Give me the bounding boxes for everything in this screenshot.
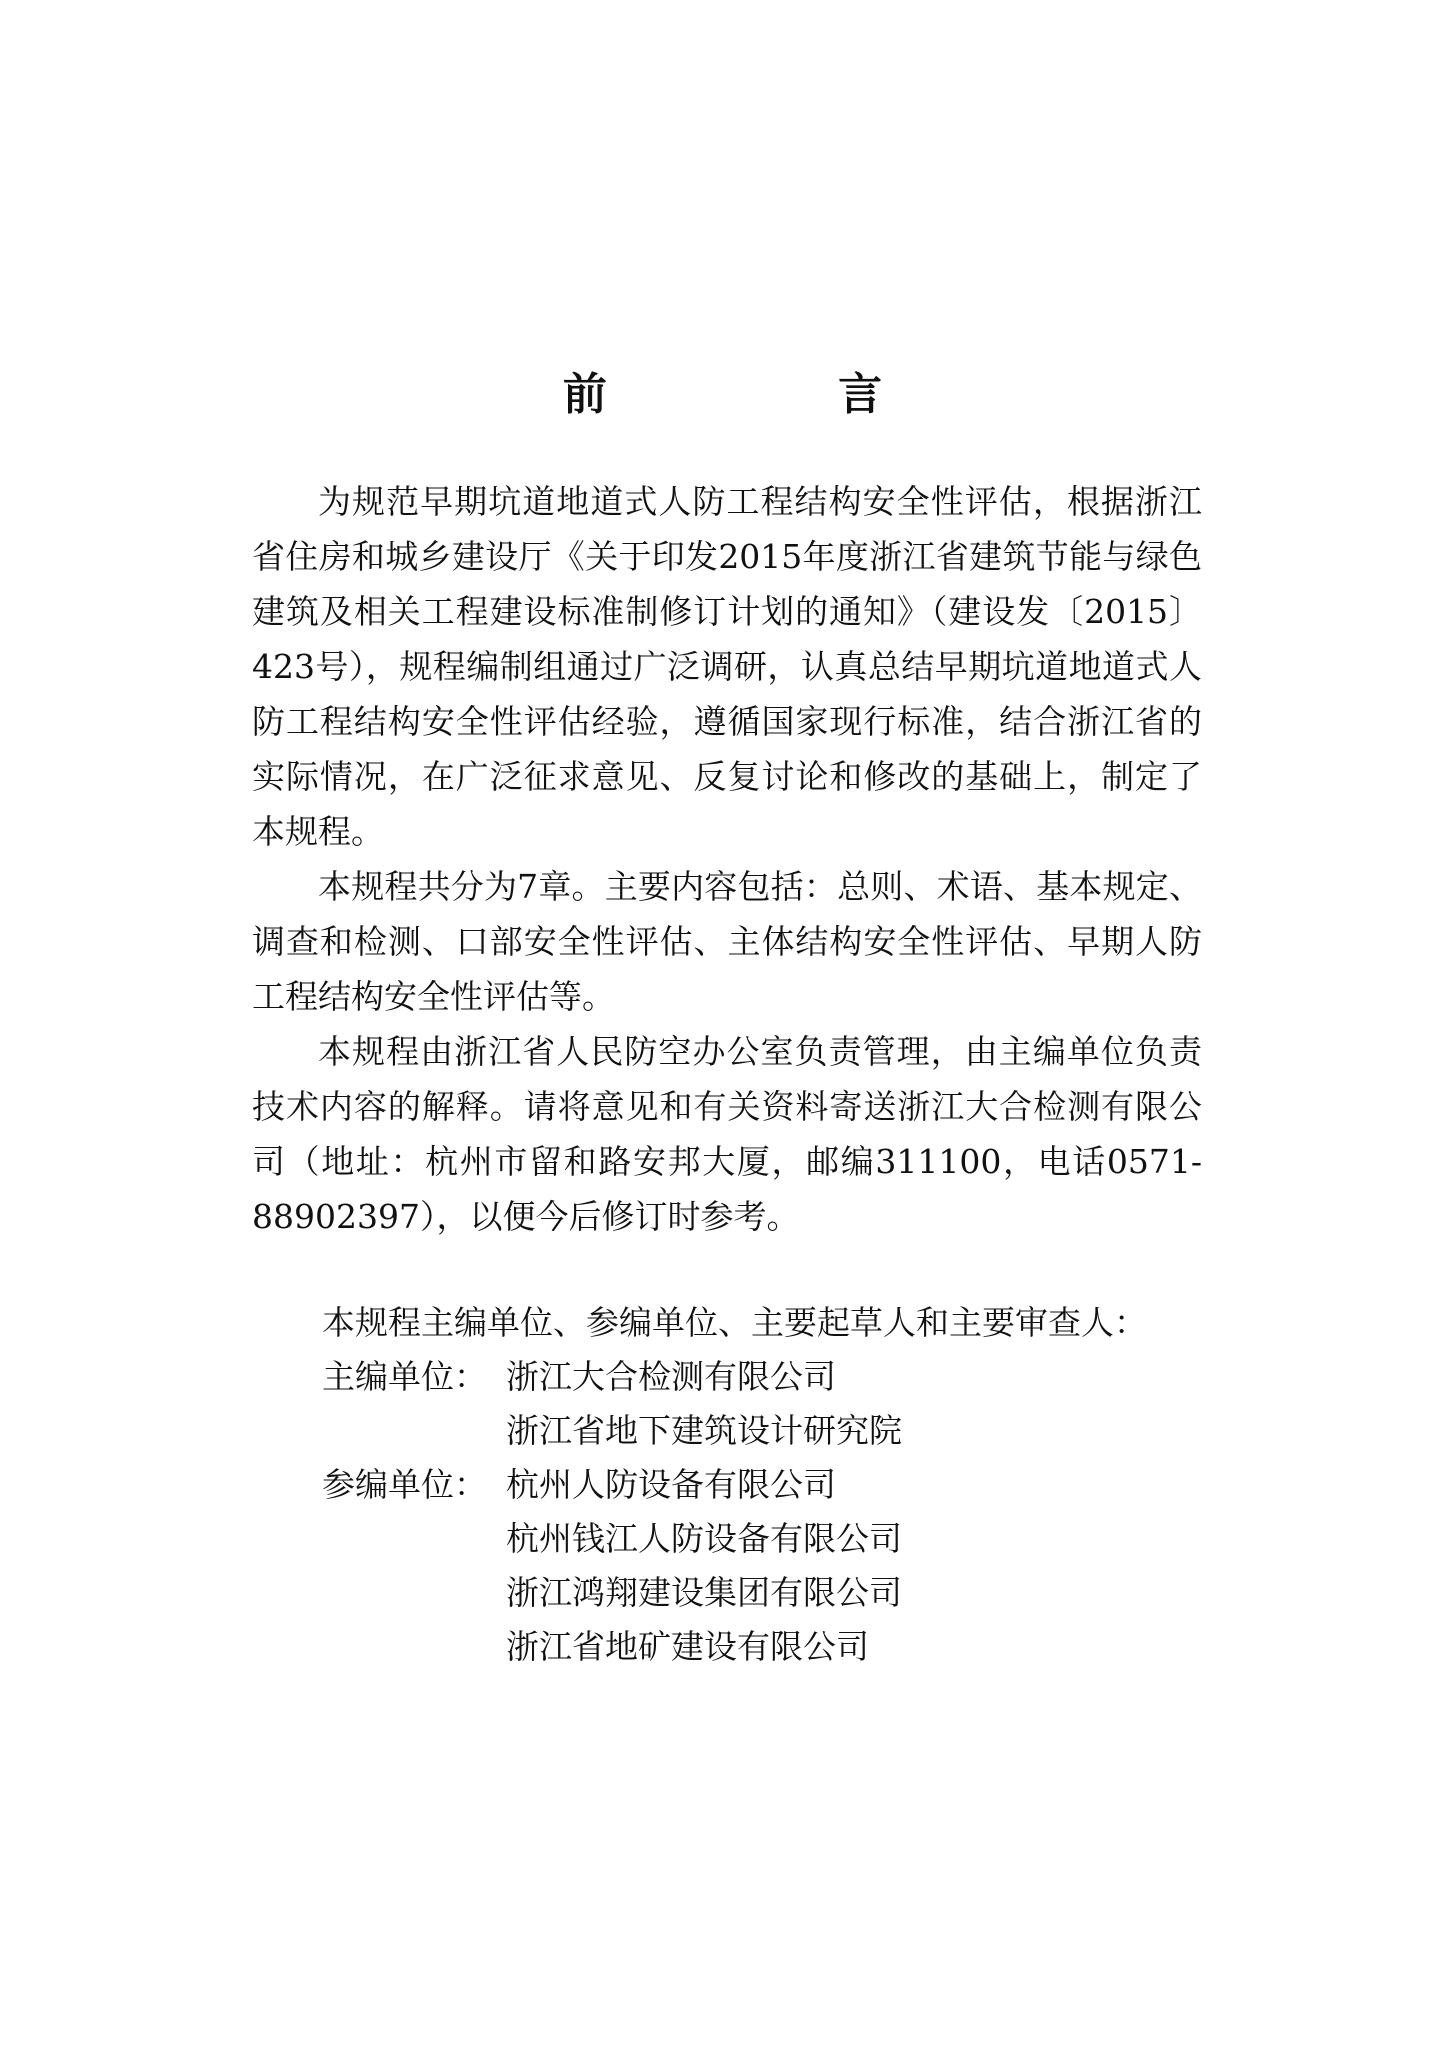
page-title: 前 言 [562, 369, 991, 420]
chief-editor-unit: 浙江大合检测有限公司 [506, 1357, 836, 1396]
credits-intro: 本规程主编单位、参编单位、主要起草人和主要审查人： [322, 1303, 1147, 1342]
chief-editor-unit: 浙江省地下建筑设计研究院 [506, 1411, 902, 1450]
paragraph-management: 本规程由浙江省人民防空办公室负责管理，由主编单位负责技术内容的解释。请将意见和有关资料寄送浙江大合检测有限公司（地址：杭州市留和路安邦大厦，邮编311100，电话0571-88902397），以便今后修订时参考。 [252, 1032, 1202, 1236]
chief-editor-group [322, 1350, 1222, 1458]
participating-label: 参编单位： [322, 1465, 487, 1504]
participating-unit: 杭州钱江人防设备有限公司 [506, 1519, 902, 1558]
credits-section [322, 1296, 1222, 1674]
paragraph-contents: 本规程共分为7章。主要内容包括：总则、术语、基本规定、调查和检测、口部安全性评估、主体结构安全性评估、早期人防工程结构安全性评估等。 [252, 867, 1202, 1016]
chief-editor-list [506, 1350, 902, 1458]
participating-unit: 杭州人防设备有限公司 [506, 1465, 836, 1504]
preface-body [252, 474, 1202, 1244]
paragraph-purpose: 为规范早期坑道地道式人防工程结构安全性评估，根据浙江省住房和城乡建设厅《关于印发2015年度浙江省建筑节能与绿色建筑及相关工程建设标准制修订计划的通知》（建设发〔2015〕423号），规程编制组通过广泛调研，认真总结早期坑道地道式人防工程结构安全性评估经验，遵循国家现行标准，结合浙江省的实际情况，在广泛征求意见、反复讨论和修改的基础上，制定了本规程。 [252, 482, 1202, 851]
participating-group [322, 1458, 1222, 1674]
participating-unit: 浙江鸿翔建设集团有限公司 [506, 1573, 902, 1612]
chief-editor-label: 主编单位： [322, 1357, 487, 1396]
participating-list [506, 1458, 902, 1674]
participating-unit: 浙江省地矿建设有限公司 [506, 1627, 869, 1666]
